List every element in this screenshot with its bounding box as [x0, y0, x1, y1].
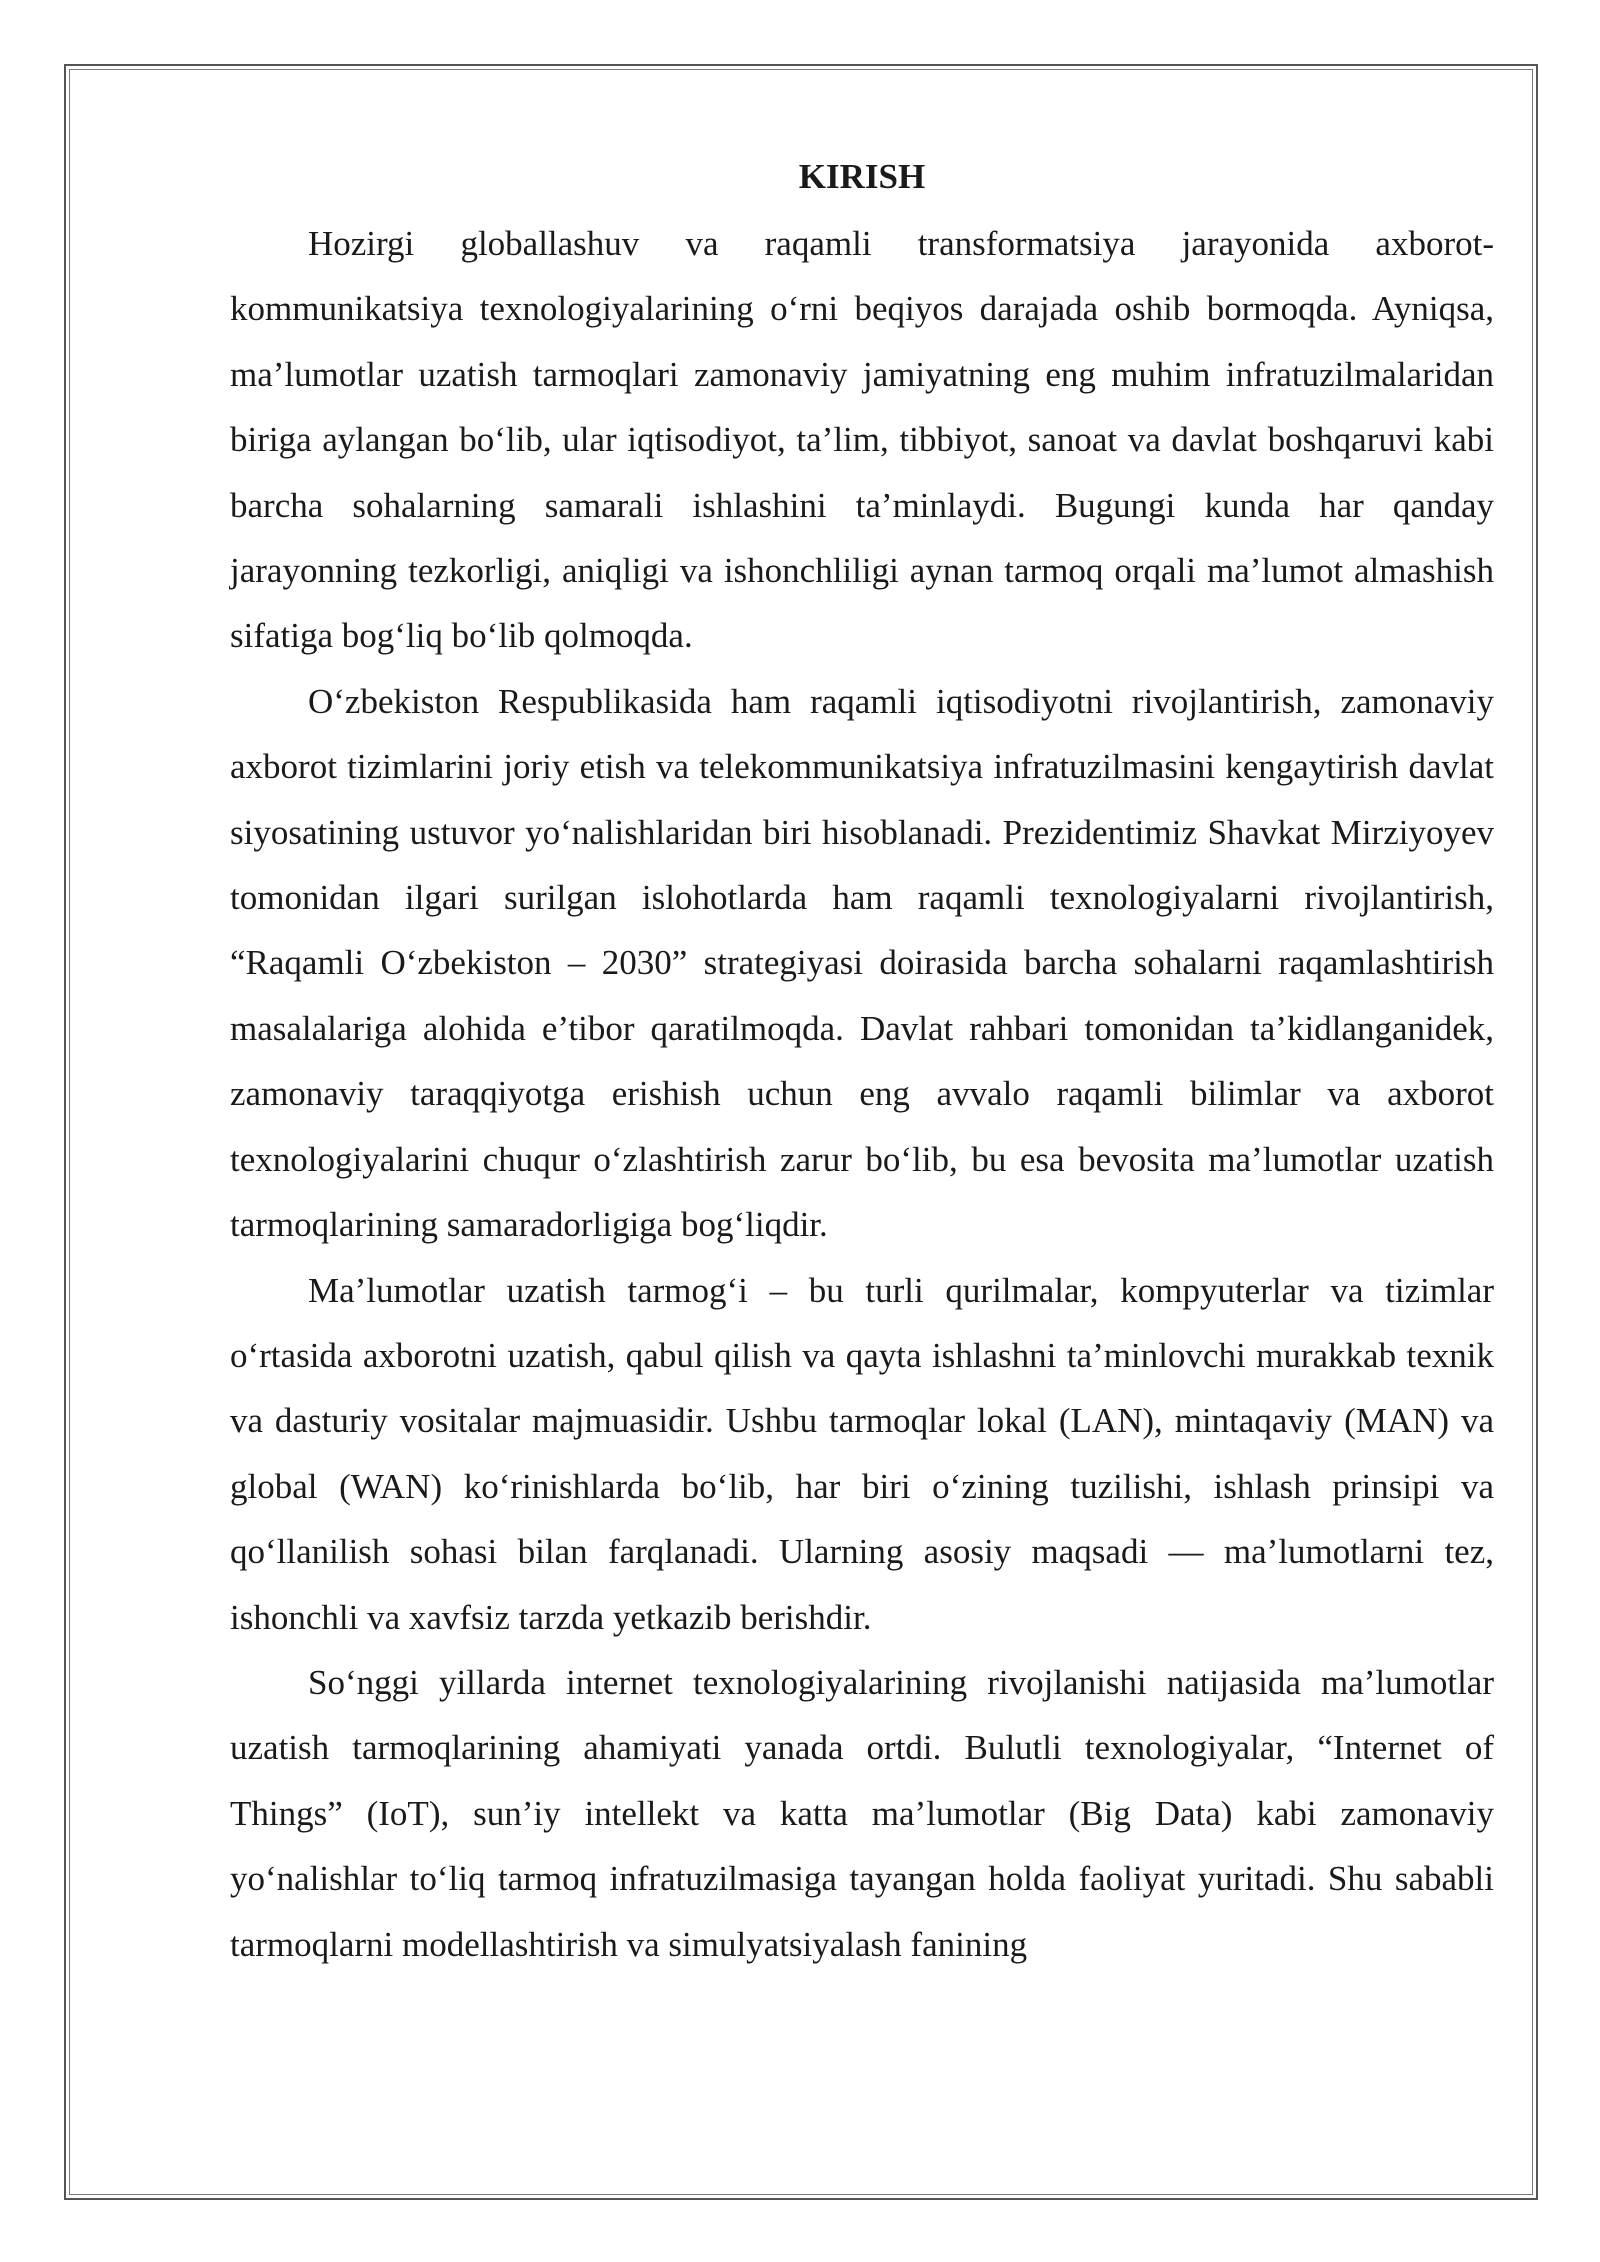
paragraph-1: Hozirgi globallashuv va raqamli transformatsiya jarayonida axborot-kommunikatsiya texnologiyalarining o‘rni beqiyos darajada oshib bormoqda. Ayniqsa, ma’lumotlar uzatish tarmoqlari zamonaviy jamiyatning eng muhim infratuzilmalaridan biriga aylangan bo‘lib, ular iqtisodiyot, ta’lim, tibbiyot, sanoat va davlat boshqaruvi kabi barcha sohalarning samarali ishlashini ta’minlaydi. Bugungi kunda har qanday jarayonning tezkorligi, aniqligi va ishonchliligi aynan tarmoq orqali ma’lumot almashish sifatiga bog‘liq bo‘lib qolmoqda.	[230, 224, 1494, 656]
paragraph-2: O‘zbekiston Respublikasida ham raqamli iqtisodiyotni rivojlantirish, zamonaviy axborot tizimlarini joriy etish va telekommunikatsiya infratuzilmasini kengaytirish davlat siyosatining ustuvor yo‘nalishlaridan biri hisoblanadi. Prezidentimiz Shavkat Mirziyoyev tomonidan ilgari surilgan islohotlarda ham raqamli texnologiyalarni rivojlantirish, “Raqamli O‘zbekiston – 2030” strategiyasi doirasida barcha sohalarni raqamlashtirish masalalariga alohida e’tibor qaratilmoqda. Davlat rahbari tomonidan ta’kidlanganidek, zamonaviy taraqqiyotga erishish uchun eng avvalo raqamli bilimlar va axborot texnologiyalarini chuqur o‘zlashtirish zarur bo‘lib, bu esa bevosita ma’lumotlar uzatish tarmoqlarining samaradorligiga bog‘liqdir.	[230, 681, 1494, 1245]
document-title: KIRISH	[798, 157, 926, 196]
paragraph-3: Ma’lumotlar uzatish tarmog‘i – bu turli qurilmalar, kompyuterlar va tizimlar o‘rtasida axborotni uzatish, qabul qilish va qayta ishlashni ta’minlovchi murakkab texnik va dasturiy vositalar majmuasidir. Ushbu tarmoqlar lokal (LAN), mintaqaviy (MAN) va global (WAN) ko‘rinishlarda bo‘lib, har biri o‘zining tuzilishi, ishlash prinsipi va qo‘llanilish sohasi bilan farqlanadi. Ularning asosiy maqsadi — ma’lumotlarni tez, ishonchli va xavfsiz tarzda yetkazib berishdir.	[230, 1270, 1494, 1637]
document-body	[230, 147, 1494, 1977]
paragraph-4: So‘nggi yillarda internet texnologiyalarining rivojlanishi natijasida ma’lumotlar uzatish tarmoqlarining ahamiyati yanada ortdi. Bulutli texnologiyalar, “Internet of Things” (IoT), sun’iy intellekt va katta ma’lumotlar (Big Data) kabi zamonaviy yo‘nalishlar to‘liq tarmoq infratuzilmasiga tayangan holda faoliyat yuritadi. Shu sababli tarmoqlarni modellashtirish va simulyatsiyalash fanining	[230, 1662, 1494, 1964]
